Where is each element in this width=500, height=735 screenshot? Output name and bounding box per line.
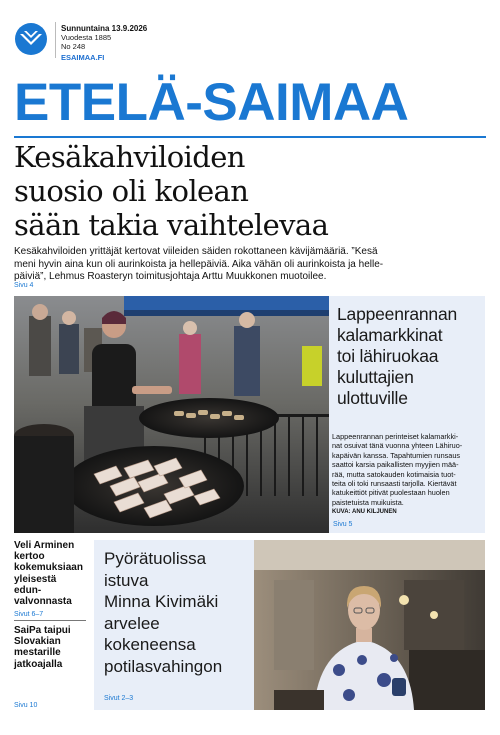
feature-title-line: ulottuville bbox=[337, 388, 408, 408]
feature-title-line: kuluttajien bbox=[337, 367, 414, 387]
story2-page-ref[interactable]: Sivut 2–3 bbox=[104, 695, 134, 702]
founded-year: Vuodesta 1885 bbox=[61, 33, 112, 42]
feature-body-line: paistetuista muikuista. bbox=[332, 497, 404, 507]
issue-number: No 248 bbox=[61, 42, 86, 51]
headline-line: Kesäkahviloiden bbox=[14, 140, 245, 174]
headline-line: suosio oli kolean bbox=[14, 174, 249, 208]
masthead: ETELÄ-SAIMAA bbox=[14, 73, 409, 132]
issue-date: Sunnuntaina 13.9.2026 bbox=[61, 24, 148, 33]
lead-headline[interactable] bbox=[14, 140, 484, 242]
fish-market-photo[interactable] bbox=[14, 296, 329, 533]
story2-title-line: kokeneensa bbox=[104, 635, 196, 654]
brief-line: yleisestä edun- bbox=[14, 573, 57, 596]
issue-meta bbox=[61, 24, 147, 62]
feature-body-line: teita oli toki runsaasti tarjolla. Kiertävät bbox=[332, 479, 457, 489]
story2-title-line: arvelee bbox=[104, 613, 160, 633]
feature-page-ref[interactable]: Sivu 5 bbox=[333, 521, 353, 528]
lead-page-ref[interactable]: Sivu 4 bbox=[14, 282, 34, 289]
lead-line: Kesäkahviloiden yrittäjät kertovat viileiden säiden rokottaneen kävijämääriä. ”Kesä bbox=[14, 246, 378, 257]
lead-line: päiviä”, Lehmus Roasteryn toimitusjohtaja Arttu Muukkonen muotoilee. bbox=[14, 271, 327, 282]
portrait-photo-graphic bbox=[254, 540, 485, 710]
feature-title-line: toi lähiruokaa bbox=[337, 346, 439, 366]
feature-body-line: kapäivän kanssa. Tapahtumien runsaus bbox=[332, 450, 461, 460]
story2-title-line: potilasvahingon bbox=[104, 656, 223, 676]
feature-body bbox=[332, 432, 482, 518]
headline-line: sään takia vaihtelevaa bbox=[14, 208, 329, 242]
lead-line: meni hyvin aina kun oli aurinkoista ja hellepäiviä. Aika vähän oli aurinkoista ja helle- bbox=[14, 258, 384, 270]
photo-credit: KUVA: ANU KILJUNEN bbox=[332, 509, 397, 516]
feature-title-line: kalamarkkinat bbox=[337, 325, 443, 345]
masthead-rule bbox=[14, 136, 486, 138]
lead-paragraph bbox=[14, 246, 484, 284]
brief-line: Veli Arminen bbox=[14, 540, 75, 551]
brief1-page-ref[interactable]: Sivut 6–7 bbox=[14, 611, 44, 618]
brief-headline-2[interactable] bbox=[14, 625, 86, 670]
brief-line: valvonnasta bbox=[14, 596, 72, 608]
brief-divider bbox=[14, 620, 86, 621]
feature-body-line: saattoi karsia paikallisten myyjien mää- bbox=[332, 460, 459, 470]
brief-line: Slovakian bbox=[14, 636, 61, 648]
story2-title-line: Pyörätuolissa bbox=[104, 549, 207, 568]
story2-title-line: Minna Kivimäki bbox=[104, 592, 219, 611]
fish-market-photo-graphic bbox=[14, 296, 329, 533]
brief2-page-ref[interactable]: Sivu 10 bbox=[14, 702, 38, 709]
story2-title-line: istuva bbox=[104, 570, 149, 590]
feature-body-line: nat osuivat tänä vuonna yhteen Lähiruo- bbox=[332, 441, 463, 451]
newspaper-logo bbox=[14, 22, 48, 56]
brief-line: jatkoajalla bbox=[14, 658, 63, 670]
website-link[interactable]: ESAIMAA.FI bbox=[61, 53, 105, 62]
story2-title bbox=[104, 548, 246, 677]
feature-title bbox=[337, 304, 479, 409]
brief-headline-1[interactable] bbox=[14, 540, 86, 607]
brief-line: mestarille bbox=[14, 647, 61, 659]
logo-icon bbox=[14, 22, 48, 56]
feature-body-line: rää, mutta satokauden kotimaisia tuot- bbox=[332, 469, 456, 479]
feature-body-line: katukeittiöt pitivät puolestaan huolen bbox=[332, 488, 450, 498]
feature-title-line: Lappeenrannan bbox=[337, 304, 458, 324]
story2-panel[interactable] bbox=[94, 540, 254, 710]
brief-line: kertoo bbox=[14, 551, 45, 563]
brief-line: kokemuksiaan bbox=[14, 562, 83, 574]
brief-line: SaiPa taipui bbox=[14, 625, 71, 636]
feature-body-line: Lappeenrannan perinteiset kalamarkki- bbox=[332, 432, 459, 441]
portrait-photo[interactable] bbox=[254, 540, 485, 710]
header-divider bbox=[55, 22, 56, 58]
